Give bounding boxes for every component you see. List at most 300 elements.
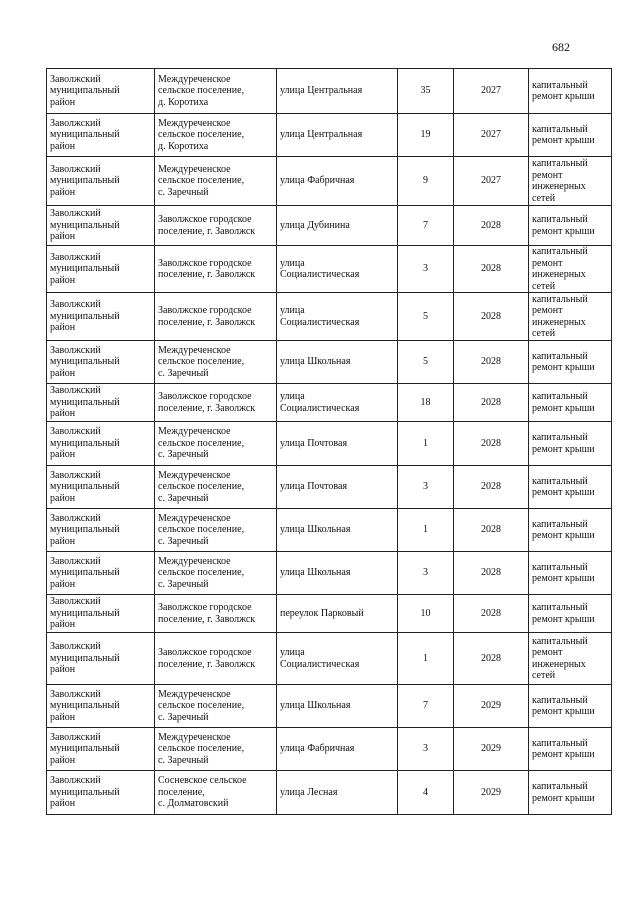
- settlement-cell-line: с. Заречный: [158, 367, 209, 379]
- settlement-cell-line: Заволжское городское: [158, 391, 252, 402]
- house-number-cell: [398, 509, 454, 552]
- year-cell-value: 2028: [481, 437, 501, 449]
- house-number-cell: [398, 422, 454, 466]
- district-cell-line: муниципальный: [50, 129, 120, 141]
- street-cell-line: Социалистическая: [280, 658, 360, 670]
- work-type-cell-line: ремонт крыши: [532, 573, 595, 584]
- work-type-cell-line: капитальный: [532, 518, 588, 530]
- house-number-cell-value: 7: [423, 219, 428, 231]
- settlement-cell-line: с. Долматовский: [158, 798, 229, 810]
- table-row: [47, 384, 612, 422]
- settlement-cell: [155, 685, 277, 728]
- work-type-cell-line: капитальный: [532, 293, 588, 305]
- house-number-cell: [398, 206, 454, 246]
- work-type-cell-line: ремонт крыши: [532, 225, 595, 237]
- work-type-cell-line: капитальный: [532, 561, 588, 573]
- year-cell: [454, 69, 529, 114]
- year-cell: [454, 728, 529, 771]
- street-cell-line: улица Дубинина: [280, 219, 350, 231]
- work-type-cell-line: капитальный: [532, 214, 588, 225]
- settlement-cell-line: с. Заречный: [158, 492, 209, 504]
- year-cell-value: 2028: [481, 263, 501, 275]
- year-cell: [454, 509, 529, 552]
- settlement-cell: [155, 69, 277, 114]
- street-cell-line: улица Школьная: [280, 356, 351, 368]
- work-type-cell-line: ремонт крыши: [532, 487, 595, 498]
- house-number-cell-value: 3: [423, 481, 428, 493]
- street-cell-line: улица Школьная: [280, 700, 351, 712]
- settlement-cell: [155, 293, 277, 341]
- work-type-cell-line: сетей: [532, 670, 556, 681]
- street-cell-line: улица Центральная: [280, 85, 363, 97]
- settlement-cell-line: сельское поселение,: [158, 700, 245, 712]
- table-row: [47, 685, 612, 728]
- work-type-cell: [529, 728, 612, 771]
- work-type-cell-line: сетей: [532, 192, 556, 204]
- street-cell-line: улица: [280, 257, 305, 269]
- district-cell-line: Заволжский: [50, 426, 101, 438]
- house-number-cell-value: 5: [423, 310, 428, 322]
- table-row: [47, 771, 612, 815]
- district-cell-line: муниципальный: [50, 85, 120, 97]
- work-type-cell-line: капитальный: [532, 737, 588, 749]
- work-type-cell-line: капитальный: [532, 781, 588, 792]
- district-cell-line: район: [50, 96, 76, 108]
- work-type-cell-line: ремонт крыши: [532, 706, 595, 717]
- house-number-cell: [398, 384, 454, 422]
- district-cell-line: Заволжский: [50, 299, 101, 311]
- street-cell-line: улица Лесная: [280, 786, 338, 798]
- work-type-cell-line: сетей: [532, 328, 556, 339]
- district-cell-line: муниципальный: [50, 175, 120, 187]
- street-cell: [277, 206, 398, 246]
- house-number-cell-value: 18: [420, 396, 431, 408]
- settlement-cell: [155, 552, 277, 595]
- house-number-cell: [398, 341, 454, 384]
- settlement-cell-line: д. Коротиха: [158, 140, 209, 152]
- district-cell: [47, 466, 155, 509]
- settlement-cell: [155, 509, 277, 552]
- district-cell-line: муниципальный: [50, 786, 120, 798]
- work-type-cell: [529, 422, 612, 466]
- house-number-cell: [398, 552, 454, 595]
- house-number-cell-value: 4: [423, 786, 428, 798]
- settlement-cell-line: Междуреченское: [158, 731, 231, 743]
- district-cell-line: район: [50, 140, 76, 152]
- work-type-cell-line: ремонт крыши: [532, 443, 595, 455]
- district-cell-line: Заволжский: [50, 344, 101, 356]
- district-cell-line: Заволжский: [50, 469, 101, 481]
- district-cell-line: муниципальный: [50, 356, 120, 368]
- work-type-cell-line: инженерных: [532, 658, 586, 670]
- work-type-cell-line: ремонт крыши: [532, 135, 595, 146]
- house-number-cell: [398, 595, 454, 633]
- work-type-cell-line: капитальный: [532, 246, 588, 257]
- table-row: [47, 728, 612, 771]
- work-type-cell: [529, 771, 612, 815]
- street-cell-line: улица Школьная: [280, 524, 351, 536]
- work-type-cell: [529, 685, 612, 728]
- district-cell: [47, 157, 155, 206]
- district-cell-line: Заволжский: [50, 641, 101, 653]
- street-cell: [277, 466, 398, 509]
- settlement-cell-line: Заволжское городское: [158, 305, 252, 316]
- table-row: [47, 552, 612, 595]
- house-number-cell: [398, 69, 454, 114]
- settlement-cell-line: сельское поселение,: [158, 129, 245, 141]
- settlement-cell-line: Междуреченское: [158, 163, 231, 175]
- settlement-cell: [155, 422, 277, 466]
- year-cell: [454, 595, 529, 633]
- house-number-cell: [398, 466, 454, 509]
- table-row: [47, 293, 612, 341]
- district-cell-line: район: [50, 754, 76, 766]
- year-cell: [454, 246, 529, 293]
- street-cell-line: улица Фабричная: [280, 743, 355, 755]
- work-type-cell-line: ремонт крыши: [532, 402, 595, 414]
- settlement-cell-line: с. Заречный: [158, 578, 209, 590]
- year-cell: [454, 157, 529, 206]
- work-type-cell: [529, 552, 612, 595]
- work-type-cell-line: инженерных: [532, 181, 586, 192]
- work-type-cell-line: ремонт: [532, 257, 563, 269]
- street-cell: [277, 771, 398, 815]
- street-cell: [277, 246, 398, 293]
- street-cell: [277, 341, 398, 384]
- district-cell-line: муниципальный: [50, 567, 120, 579]
- settlement-cell-line: Междуреченское: [158, 555, 231, 567]
- house-number-cell-value: 1: [423, 437, 428, 449]
- district-cell: [47, 552, 155, 595]
- house-number-cell: [398, 114, 454, 157]
- settlement-cell-line: сельское поселение,: [158, 481, 245, 493]
- work-type-cell: [529, 384, 612, 422]
- settlement-cell: [155, 246, 277, 293]
- settlement-cell: [155, 728, 277, 771]
- work-type-cell: [529, 466, 612, 509]
- settlement-cell-line: с. Заречный: [158, 754, 209, 766]
- district-cell-line: район: [50, 619, 76, 631]
- year-cell-value: 2028: [481, 524, 501, 536]
- table-row: [47, 341, 612, 384]
- work-type-cell: [529, 509, 612, 552]
- district-cell-line: район: [50, 231, 76, 243]
- settlement-cell-line: с. Заречный: [158, 535, 209, 547]
- district-cell-line: муниципальный: [50, 481, 120, 493]
- work-type-cell: [529, 633, 612, 685]
- settlement-cell-line: с. Заречный: [158, 186, 209, 198]
- year-cell: [454, 552, 529, 595]
- year-cell: [454, 422, 529, 466]
- street-cell: [277, 633, 398, 685]
- district-cell-line: Заволжский: [50, 596, 101, 608]
- settlement-cell: [155, 206, 277, 246]
- settlement-cell: [155, 633, 277, 685]
- district-cell-line: Заволжский: [50, 555, 101, 567]
- house-number-cell: [398, 246, 454, 293]
- work-type-cell-line: капитальный: [532, 635, 588, 647]
- settlement-cell: [155, 771, 277, 815]
- work-type-cell-line: капитальный: [532, 694, 588, 706]
- district-cell-line: Заволжский: [50, 163, 101, 175]
- district-cell-line: Заволжский: [50, 775, 101, 787]
- work-type-cell-line: ремонт крыши: [532, 362, 595, 373]
- settlement-cell-line: Заволжское городское: [158, 214, 252, 225]
- house-number-cell-value: 1: [423, 652, 428, 664]
- settlement-cell: [155, 595, 277, 633]
- district-cell: [47, 293, 155, 341]
- house-number-cell-value: 3: [423, 567, 428, 579]
- work-type-cell-line: капитальный: [532, 158, 588, 169]
- settlement-cell-line: сельское поселение,: [158, 743, 245, 755]
- district-cell-line: муниципальный: [50, 700, 120, 712]
- settlement-cell-line: поселение, г. Заволжск: [158, 613, 256, 625]
- work-type-cell-line: ремонт: [532, 647, 563, 658]
- year-cell: [454, 293, 529, 341]
- district-cell-line: район: [50, 274, 76, 286]
- district-cell-line: район: [50, 798, 76, 810]
- street-cell-line: улица: [280, 391, 305, 402]
- district-cell: [47, 633, 155, 685]
- settlement-cell-line: Междуреченское: [158, 688, 231, 700]
- settlement-cell: [155, 341, 277, 384]
- district-cell-line: муниципальный: [50, 310, 120, 322]
- district-cell-line: муниципальный: [50, 652, 120, 664]
- year-cell-value: 2028: [481, 396, 501, 408]
- street-cell: [277, 509, 398, 552]
- street-cell: [277, 293, 398, 341]
- table-body: [47, 69, 612, 815]
- street-cell: [277, 157, 398, 206]
- work-type-cell: [529, 293, 612, 341]
- settlement-cell-line: Междуреченское: [158, 426, 231, 438]
- house-number-cell-value: 35: [420, 85, 431, 97]
- work-type-cell-line: инженерных: [532, 269, 586, 280]
- district-cell-line: муниципальный: [50, 219, 120, 231]
- district-cell-line: Заволжский: [50, 73, 101, 85]
- year-cell: [454, 771, 529, 815]
- district-cell-line: муниципальный: [50, 396, 120, 408]
- work-type-cell-line: капитальный: [532, 602, 588, 613]
- settlement-cell-line: сельское поселение,: [158, 356, 245, 368]
- work-type-cell: [529, 206, 612, 246]
- table-row: [47, 114, 612, 157]
- settlement-cell: [155, 466, 277, 509]
- settlement-cell-line: поселение, г. Заволжск: [158, 402, 256, 414]
- year-cell-value: 2028: [481, 356, 501, 368]
- house-number-cell: [398, 293, 454, 341]
- district-cell: [47, 69, 155, 114]
- work-type-cell: [529, 341, 612, 384]
- district-cell: [47, 422, 155, 466]
- settlement-cell-line: сельское поселение,: [158, 567, 245, 579]
- work-type-cell-line: капитальный: [532, 391, 588, 402]
- district-cell-line: район: [50, 408, 76, 420]
- district-cell-line: муниципальный: [50, 437, 120, 449]
- settlement-cell-line: Междуреченское: [158, 469, 231, 481]
- settlement-cell: [155, 157, 277, 206]
- settlement-cell-line: поселение, г. Заволжск: [158, 269, 256, 280]
- year-cell-value: 2028: [481, 567, 501, 579]
- house-number-cell-value: 19: [420, 129, 431, 141]
- district-cell-line: район: [50, 664, 76, 676]
- street-cell: [277, 728, 398, 771]
- street-cell-line: улица Фабричная: [280, 175, 355, 187]
- settlement-cell-line: поселение, г. Заволжск: [158, 658, 256, 670]
- street-cell-line: Социалистическая: [280, 316, 360, 328]
- district-cell-line: район: [50, 186, 76, 198]
- house-number-cell: [398, 157, 454, 206]
- district-cell-line: Заволжский: [50, 688, 101, 700]
- district-cell-line: Заволжский: [50, 251, 101, 263]
- street-cell: [277, 552, 398, 595]
- page-number: 682: [552, 40, 570, 54]
- work-type-cell-line: инженерных: [532, 316, 586, 328]
- house-number-cell-value: 3: [423, 263, 428, 275]
- street-cell: [277, 114, 398, 157]
- house-number-cell-value: 9: [423, 175, 428, 187]
- settlement-cell-line: сельское поселение,: [158, 437, 245, 449]
- street-cell-line: улица Школьная: [280, 567, 351, 579]
- settlement-cell-line: Заволжское городское: [158, 602, 252, 613]
- year-cell-value: 2029: [481, 700, 501, 712]
- settlement-cell-line: Сосневское сельское: [158, 775, 247, 787]
- settlement-cell-line: с. Заречный: [158, 449, 209, 461]
- house-number-cell-value: 5: [423, 356, 428, 368]
- district-cell: [47, 509, 155, 552]
- work-type-cell-line: ремонт крыши: [532, 530, 595, 541]
- house-number-cell: [398, 633, 454, 685]
- street-cell: [277, 384, 398, 422]
- work-type-cell-line: ремонт крыши: [532, 613, 595, 625]
- work-type-cell: [529, 246, 612, 293]
- year-cell-value: 2027: [481, 175, 501, 187]
- house-number-cell: [398, 685, 454, 728]
- street-cell: [277, 69, 398, 114]
- table-row: [47, 69, 612, 114]
- house-number-cell: [398, 771, 454, 815]
- settlement-cell-line: сельское поселение,: [158, 85, 245, 97]
- work-type-cell-line: капитальный: [532, 123, 588, 135]
- work-type-cell: [529, 69, 612, 114]
- street-cell-line: Социалистическая: [280, 269, 360, 280]
- district-cell-line: район: [50, 711, 76, 723]
- district-cell-line: Заволжский: [50, 117, 101, 129]
- work-type-cell: [529, 595, 612, 633]
- house-number-cell-value: 7: [423, 700, 428, 712]
- settlement-cell-line: Междуреченское: [158, 117, 231, 129]
- work-type-cell-line: капитальный: [532, 350, 588, 362]
- settlement-cell-line: сельское поселение,: [158, 524, 245, 536]
- year-cell: [454, 206, 529, 246]
- work-type-cell-line: ремонт крыши: [532, 91, 595, 102]
- district-cell: [47, 595, 155, 633]
- settlement-cell-line: поселение,: [158, 786, 205, 798]
- house-number-cell-value: 10: [420, 607, 431, 619]
- table-row: [47, 157, 612, 206]
- settlement-cell-line: д. Коротиха: [158, 96, 209, 108]
- district-cell-line: муниципальный: [50, 524, 120, 536]
- street-cell: [277, 685, 398, 728]
- year-cell-value: 2028: [481, 310, 501, 322]
- district-cell-line: Заволжский: [50, 208, 101, 220]
- work-type-cell-line: капитальный: [532, 432, 588, 443]
- district-cell: [47, 771, 155, 815]
- settlement-cell-line: Междуреченское: [158, 344, 231, 356]
- district-cell-line: район: [50, 367, 76, 379]
- street-cell-line: улица Центральная: [280, 129, 363, 141]
- street-cell-line: улица Почтовая: [280, 437, 348, 449]
- street-cell-line: улица: [280, 305, 305, 316]
- district-cell: [47, 206, 155, 246]
- year-cell-value: 2027: [481, 85, 501, 97]
- work-type-cell-line: сетей: [532, 280, 556, 292]
- house-number-cell-value: 1: [423, 524, 428, 536]
- table-row: [47, 633, 612, 685]
- year-cell: [454, 466, 529, 509]
- settlement-cell-line: Междуреченское: [158, 512, 231, 524]
- settlement-cell-line: сельское поселение,: [158, 175, 245, 187]
- work-type-cell-line: капитальный: [532, 475, 588, 487]
- year-cell-value: 2028: [481, 652, 501, 664]
- table-row: [47, 595, 612, 633]
- year-cell-value: 2029: [481, 786, 501, 798]
- work-type-cell-line: капитальный: [532, 79, 588, 91]
- year-cell: [454, 685, 529, 728]
- year-cell: [454, 633, 529, 685]
- district-cell-line: район: [50, 535, 76, 547]
- year-cell: [454, 114, 529, 157]
- year-cell: [454, 341, 529, 384]
- work-type-cell-line: ремонт крыши: [532, 749, 595, 760]
- street-cell-line: переулок Парковый: [280, 607, 364, 619]
- district-cell-line: район: [50, 578, 76, 590]
- district-cell-line: район: [50, 322, 76, 334]
- settlement-cell-line: поселение, г. Заволжск: [158, 225, 256, 237]
- street-cell: [277, 595, 398, 633]
- district-cell-line: Заволжский: [50, 385, 101, 397]
- housing-repair-table: [46, 68, 612, 815]
- table-row: [47, 509, 612, 552]
- year-cell-value: 2028: [481, 481, 501, 493]
- district-cell-line: муниципальный: [50, 743, 120, 755]
- district-cell-line: муниципальный: [50, 263, 120, 275]
- work-type-cell-line: ремонт: [532, 169, 563, 181]
- table-row: [47, 206, 612, 246]
- settlement-cell-line: Заволжское городское: [158, 257, 252, 269]
- table-row: [47, 466, 612, 509]
- district-cell-line: Заволжский: [50, 512, 101, 524]
- year-cell-value: 2029: [481, 743, 501, 755]
- table-row: [47, 422, 612, 466]
- table-row: [47, 246, 612, 293]
- year-cell-value: 2027: [481, 129, 501, 141]
- work-type-cell: [529, 157, 612, 206]
- year-cell: [454, 384, 529, 422]
- district-cell: [47, 728, 155, 771]
- work-type-cell-line: ремонт: [532, 305, 563, 316]
- district-cell-line: муниципальный: [50, 607, 120, 619]
- year-cell-value: 2028: [481, 219, 501, 231]
- street-cell-line: улица: [280, 647, 305, 658]
- district-cell: [47, 341, 155, 384]
- house-number-cell-value: 3: [423, 743, 428, 755]
- settlement-cell: [155, 114, 277, 157]
- work-type-cell: [529, 114, 612, 157]
- settlement-cell-line: поселение, г. Заволжск: [158, 316, 256, 328]
- work-type-cell-line: ремонт крыши: [532, 792, 595, 804]
- street-cell-line: улица Почтовая: [280, 481, 348, 493]
